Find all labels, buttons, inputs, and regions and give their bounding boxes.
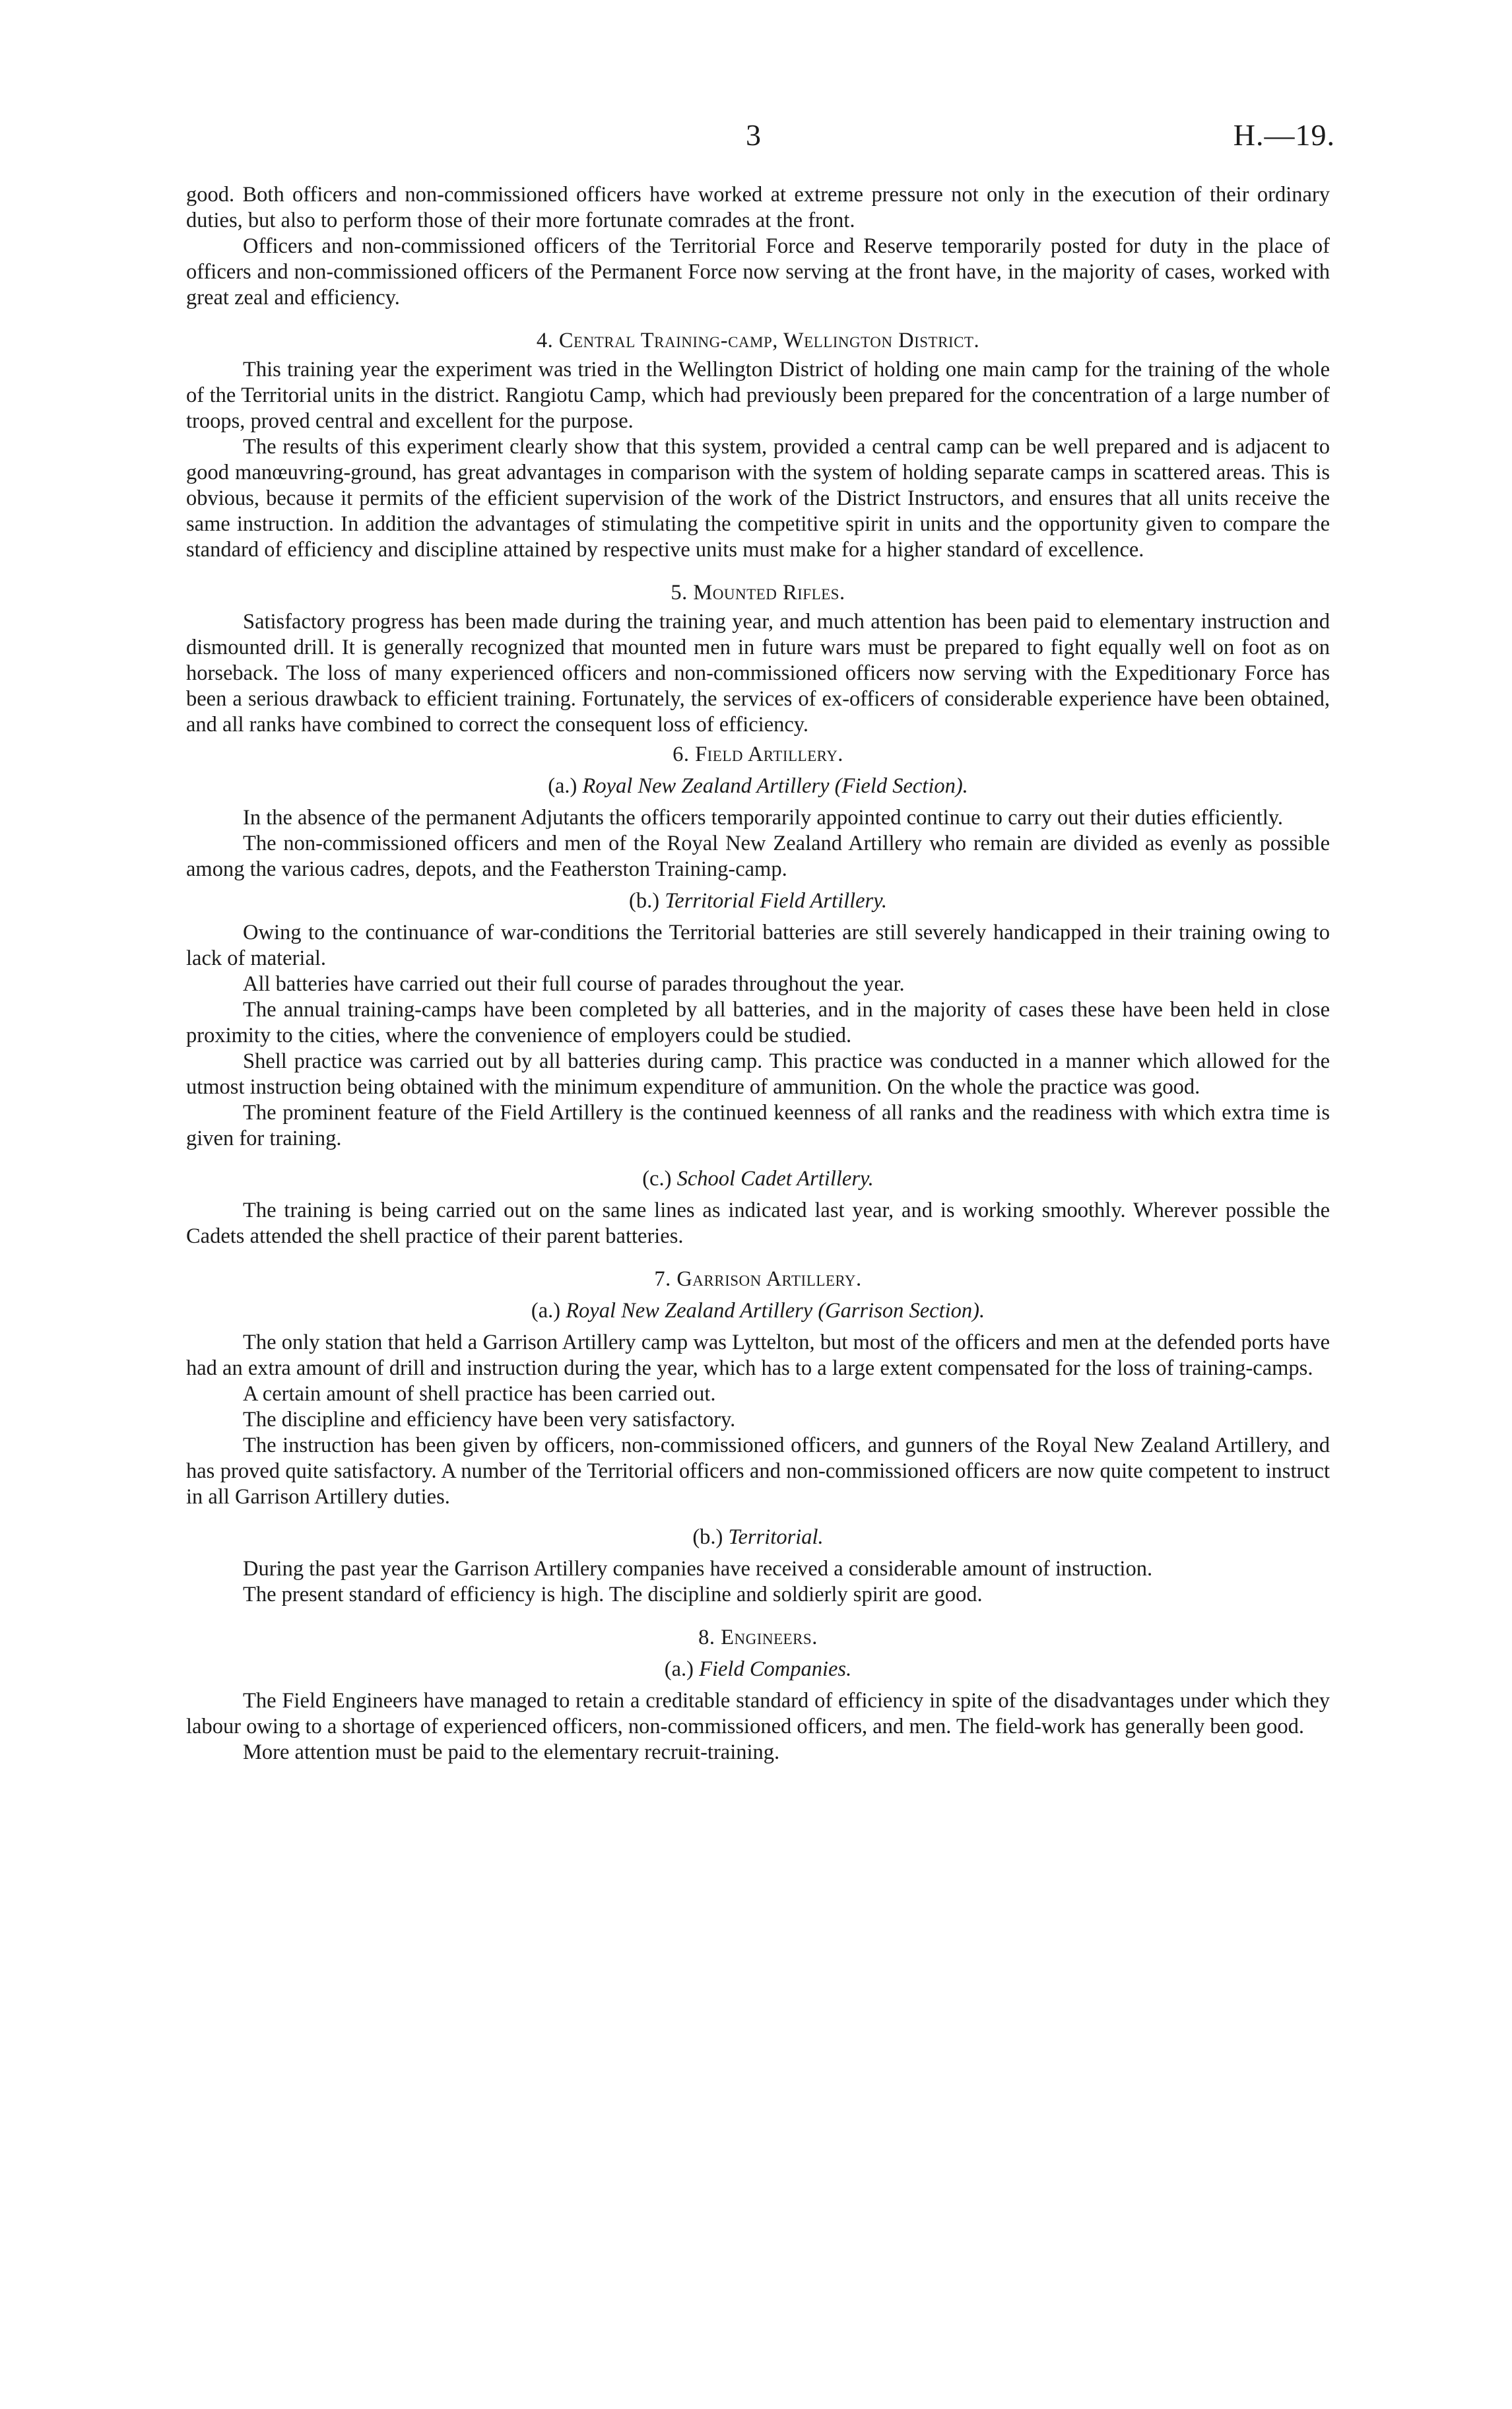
page-number: 3 <box>746 118 761 152</box>
section-6b-paragraph-5: The prominent feature of the Field Artillery is the continued keenness of all ranks and the readiness with which extra time is given for training. <box>186 1101 1330 1150</box>
intro-paragraph-1: good. Both officers and non-commissioned officers have worked at extreme pressure not only in the execution of their ordinary duties, but also to perform those of their more fortunate comrades at the front. <box>186 183 1330 232</box>
section-4-paragraph-2: The results of this experiment clearly show that this system, provided a central camp can be well prepared and is adjacent to good manœuvring-ground, has great advantages in comparison with the system of holding separate camps in scattered areas. This is obvious, because it permits of the efficient supervision of the work of the District Instructors, and ensures that all units receive the same instruction. In addition the advantages of stimulating the competitive spirit in units and the opportunity given to compare the standard of efficiency and discipline attained by respective units must make for a higher standard of excellence. <box>186 435 1330 562</box>
section-6b-paragraph-4: Shell practice was carried out by all batteries during camp. This practice was conducted in a manner which allowed for the utmost instruction being obtained with the minimum expenditure of ammunition. On the whole the practice was good. <box>186 1049 1330 1099</box>
subheading-label: (a.) <box>548 774 577 798</box>
section-7a-paragraph-3: The discipline and efficiency have been very satisfactory. <box>243 1408 736 1432</box>
subheading-label: (a.) <box>531 1299 561 1323</box>
section-6b-paragraph-2: All batteries have carried out their full course of parades throughout the year. <box>243 972 905 996</box>
section-7a-subheading <box>186 1298 1330 1324</box>
section-6a-subheading <box>186 774 1330 799</box>
section-6b-paragraph-1: Owing to the continuance of war-conditions the Territorial batteries are still severely handicapped in their training owing to lack of material. <box>186 921 1330 970</box>
subheading-title: Territorial Field Artillery. <box>665 889 887 913</box>
section-4-heading: 4. Central Training-camp, Wellington District. <box>536 329 980 352</box>
section-8-heading: 8. Engineers. <box>698 1626 818 1649</box>
section-8a-paragraph-1: The Field Engineers have managed to retain a creditable standard of efficiency in spite of the disadvantages under which they labour owing to a shortage of experienced officers, non-commissioned officers, and men. The field-work has generally been good. <box>186 1689 1330 1738</box>
subheading-title: Royal New Zealand Artillery (Field Section). <box>582 774 968 798</box>
document-body <box>186 182 1330 1766</box>
section-7-heading: 7. Garrison Artillery. <box>654 1267 862 1291</box>
section-5-heading: 5. Mounted Rifles. <box>671 581 845 605</box>
subheading-label: (b.) <box>692 1525 723 1549</box>
subheading-title: Field Companies. <box>699 1657 852 1681</box>
page-header <box>0 117 1512 157</box>
section-6c-subheading <box>186 1166 1330 1192</box>
section-7a-paragraph-1: The only station that held a Garrison Artillery camp was Lyttelton, but most of the officers and men at the defended ports have had an extra amount of drill and instruction during the year, which has to a large extent compensated for the loss of training-camps. <box>186 1331 1330 1380</box>
section-6a-paragraph-2: The non-commissioned officers and men of the Royal New Zealand Artillery who remain are divided as evenly as possible among the various cadres, depots, and the Featherston Training-camp. <box>186 832 1330 881</box>
document-reference: H.—19. <box>1233 118 1335 152</box>
subheading-title: School Cadet Artillery. <box>676 1167 874 1191</box>
section-7b-subheading <box>186 1525 1330 1550</box>
section-6-heading: 6. Field Artillery. <box>673 742 843 766</box>
section-7b-paragraph-2: The present standard of efficiency is high. The discipline and soldierly spirit are good. <box>243 1583 983 1606</box>
section-6b-subheading <box>186 888 1330 914</box>
section-4-paragraph-1: This training year the experiment was tried in the Wellington District of holding one main camp for the training of the whole of the Territorial units in the district. Rangiotu Camp, which had previously been prepared for the concentration of a large number of troops, proved central and excellent for the purpose. <box>186 358 1330 433</box>
intro-paragraph-2: Officers and non-commissioned officers of the Territorial Force and Reserve temporarily posted for duty in the place of officers and non-commissioned officers of the Permanent Force now serving at the front have, in the majority of cases, worked with great zeal and efficiency. <box>186 234 1330 310</box>
section-8a-paragraph-2: More attention must be paid to the elementary recruit-training. <box>243 1740 780 1764</box>
subheading-title: Territorial. <box>728 1525 824 1549</box>
subheading-label: (b.) <box>629 889 660 913</box>
subheading-title: Royal New Zealand Artillery (Garrison Section). <box>566 1299 985 1323</box>
section-7a-paragraph-2: A certain amount of shell practice has been carried out. <box>243 1382 716 1406</box>
section-6c-paragraph-1: The training is being carried out on the same lines as indicated last year, and is working smoothly. Wherever possible the Cadets attended the shell practice of their parent batteries. <box>186 1199 1330 1248</box>
section-7a-paragraph-4: The instruction has been given by officers, non-commissioned officers, and gunners of the Royal New Zealand Artillery, and has proved quite satisfactory. A number of the Territorial officers and non-commissioned officers are now quite competent to instruct in all Garrison Artillery duties. <box>186 1434 1330 1509</box>
section-6b-paragraph-3: The annual training-camps have been completed by all batteries, and in the majority of cases these have been held in close proximity to the cities, where the convenience of employers could be studied. <box>186 998 1330 1047</box>
section-8a-subheading <box>186 1657 1330 1682</box>
subheading-label: (a.) <box>664 1657 694 1681</box>
section-7b-paragraph-1: During the past year the Garrison Artillery companies have received a considerable amount of instruction. <box>243 1557 1153 1581</box>
section-5-paragraph-1: Satisfactory progress has been made during the training year, and much attention has been paid to elementary instruction and dismounted drill. It is generally recognized that mounted men in future wars must be prepared to fight equally well on foot as on horseback. The loss of many experienced officers and non-commissioned officers now serving with the Expeditionary Force has been a serious drawback to efficient training. Fortunately, the services of ex-officers of considerable experience have been obtained, and all ranks have combined to correct the consequent loss of efficiency. <box>186 610 1330 737</box>
section-6a-paragraph-1: In the absence of the permanent Adjutants the officers temporarily appointed continue to carry out their duties efficiently. <box>243 806 1284 830</box>
subheading-label: (c.) <box>642 1167 672 1191</box>
